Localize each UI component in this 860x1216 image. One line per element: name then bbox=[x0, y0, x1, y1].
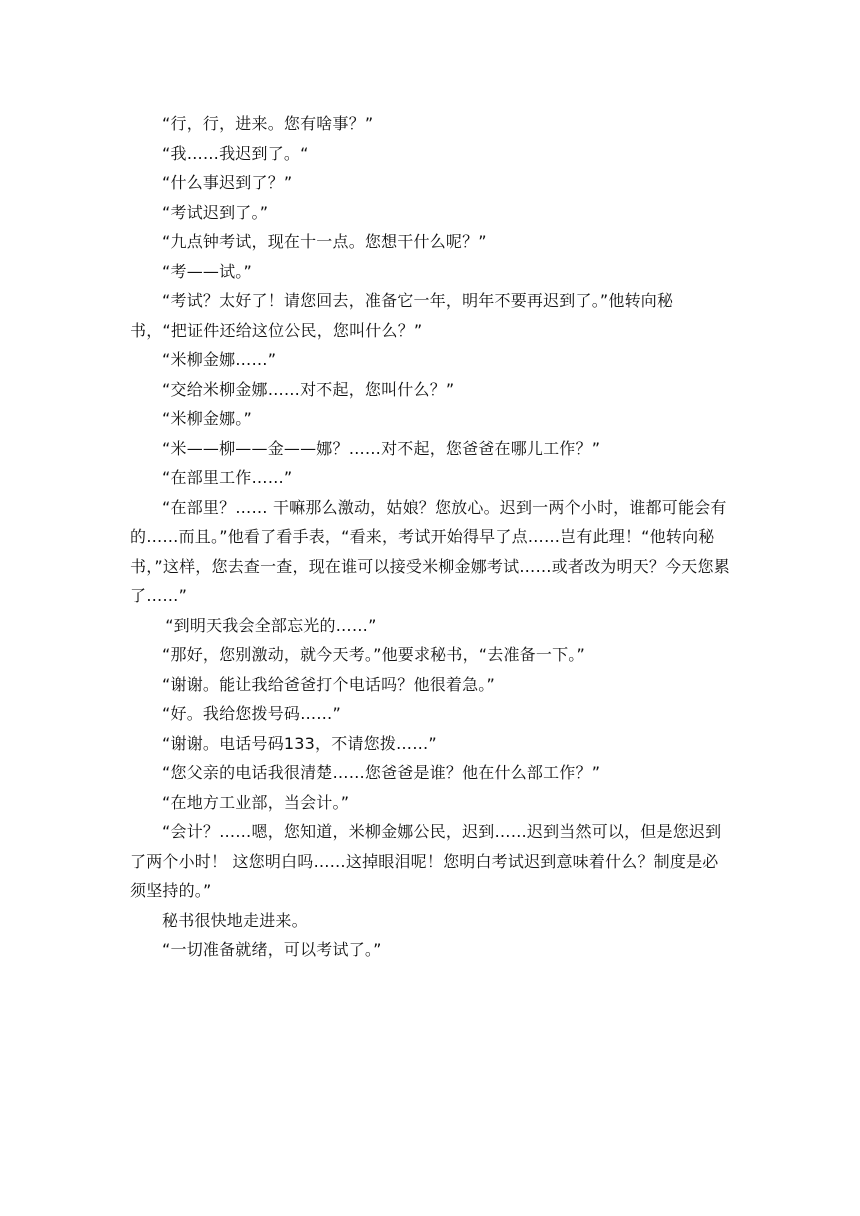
paragraph-15: “那好，您别激动，就今天考。”他要求秘书，“去准备一下。” bbox=[162, 645, 585, 664]
paragraph-8: “米柳金娜……” bbox=[162, 350, 277, 369]
paragraph-7: “考试？太好了！请您回去，准备它一年，明年不要再迟到了。”他转向秘书，“把证件还给这位公民，您叫什么？” bbox=[130, 291, 674, 340]
paragraph-6: “考——试。” bbox=[162, 261, 252, 281]
paragraph-12: “在部里工作……” bbox=[162, 468, 293, 487]
paragraph-1: “行，行，进来。您有啥事？” bbox=[162, 114, 374, 133]
paragraph-23: “一切准备就绪，可以考试了。” bbox=[162, 940, 382, 959]
paragraph-5: “九点钟考试，现在十一点。您想干什么呢？” bbox=[162, 232, 487, 251]
paragraph-3: “什么事迟到了？” bbox=[162, 173, 293, 192]
paragraph-21: “会计？……嗯，您知道，米柳金娜公民，迟到……迟到当然可以，但是您迟到了两个小时！ 这您明白吗……这掉眼泪呢！您明白考试迟到意味着什么？制度是必须坚持的。” bbox=[130, 822, 722, 900]
paragraph-9: “交给米柳金娜……对不起，您叫什么？” bbox=[162, 379, 455, 399]
paragraph-2: “我……我迟到了。“ bbox=[162, 143, 309, 163]
paragraph-17: “好。我给您拨号码……” bbox=[162, 704, 341, 723]
paragraph-20: “在地方工业部，当会计。” bbox=[162, 792, 350, 812]
paragraph-10: “米柳金娜。” bbox=[162, 409, 252, 428]
paragraph-22: 秘书很快地走进来。 bbox=[162, 910, 308, 930]
paragraph-11: “米——柳——金——娜？……对不起，您爸爸在哪儿工作？” bbox=[162, 438, 601, 458]
paragraph-13: “在部里？…… 干嘛那么激动，姑娘？您放心。迟到一两个小时，谁都可能会有的……而且。”他看了看手表，“看来，考试开始得早了点……岂有此理！“他转向秘书，”这样，您去查一查，现在谁可以接受米柳金娜考试……或者改为明天？今天您累了……” bbox=[130, 497, 730, 605]
paragraph-16: “谢谢。能让我给爸爸打个电话吗？他很着急。” bbox=[162, 674, 495, 694]
paragraph-4: “考试迟到了。” bbox=[162, 202, 269, 222]
paragraph-14: “到明天我会全部忘光的……” bbox=[165, 615, 377, 635]
document-body bbox=[130, 109, 730, 965]
paragraph-18: “谢谢。电话号码133，不请您拨……” bbox=[162, 733, 437, 753]
paragraph-19: “您父亲的电话我很清楚……您爸爸是谁？他在什么部工作？” bbox=[162, 763, 601, 782]
